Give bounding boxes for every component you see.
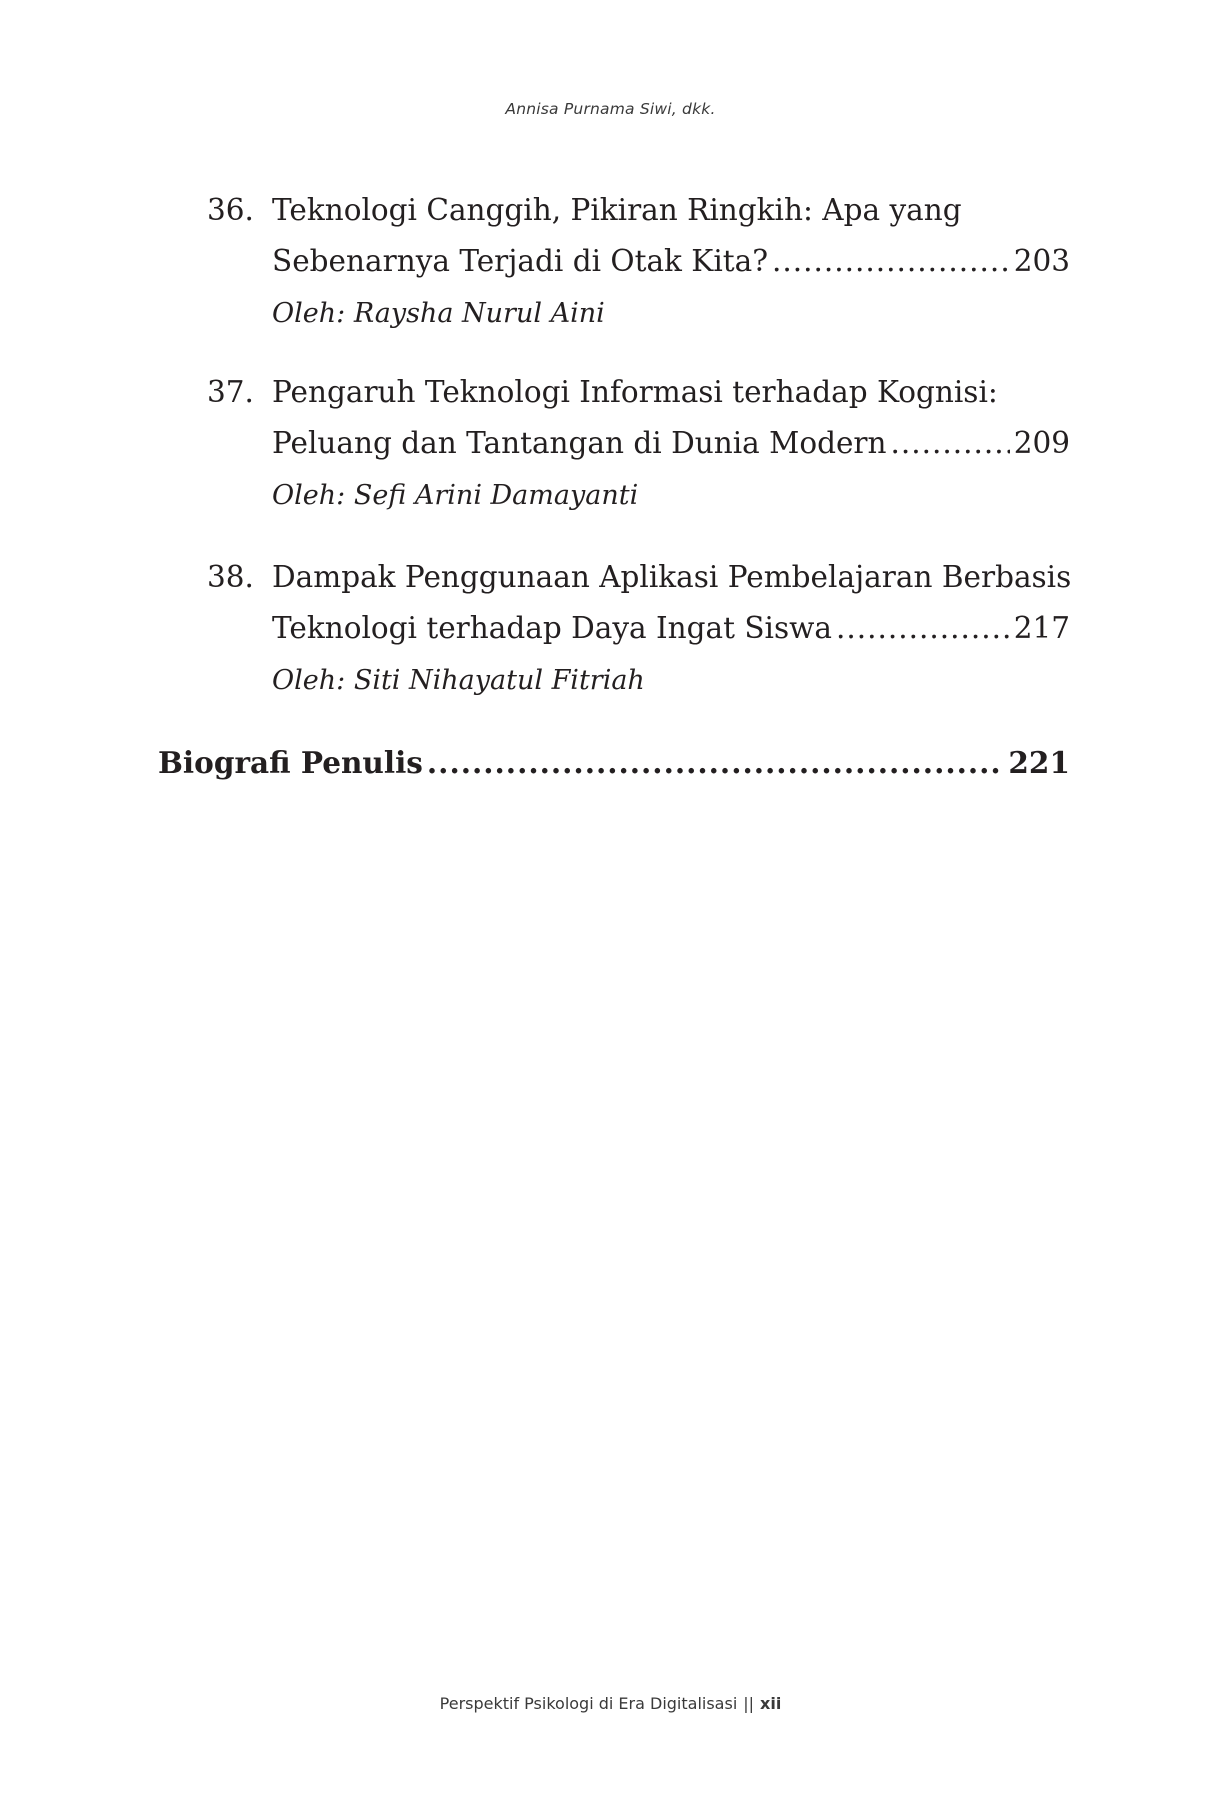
toc-entry-page: 209 [1013, 426, 1070, 460]
toc-entry-title-line-2 [272, 418, 1070, 468]
toc-entry-title-continued: Sebenarnya Terjadi di Otak Kita? [272, 244, 769, 278]
footer-separator: || [743, 1694, 755, 1713]
toc-entry-title-line-2 [272, 603, 1070, 653]
dot-leader [836, 603, 1010, 653]
toc-biografi-page: 221 [1008, 745, 1070, 780]
toc-entry-author: Oleh: Sefi Arini Damayanti [272, 480, 639, 511]
toc-entry-biografi[interactable] [158, 738, 1070, 788]
book-title: Perspektif Psikologi di Era Digitalisasi [439, 1694, 738, 1713]
toc-entry-title-line-2 [272, 236, 1070, 286]
toc-entry-number: 37. [207, 375, 254, 409]
running-head: Annisa Purnama Siwi, dkk. [505, 100, 716, 118]
dot-leader [891, 418, 1010, 468]
toc-entry-page: 203 [1013, 244, 1070, 278]
toc-entry-title-continued: Peluang dan Tantangan di Dunia Modern [272, 426, 887, 460]
toc-entry-title-line-1: Teknologi Canggih, Pikiran Ringkih: Apa yang [272, 193, 962, 227]
toc-entry-number: 36. [207, 193, 254, 227]
toc-entry-title-line-1: Pengaruh Teknologi Informasi terhadap Kognisi: [272, 375, 998, 409]
toc-biografi-label: Biografi Penulis [158, 745, 423, 780]
toc-entry-title-line-1: Dampak Penggunaan Aplikasi Pembelajaran Berbasis [272, 560, 1072, 594]
toc-entry-author: Oleh: Siti Nihayatul Fitriah [272, 665, 645, 696]
toc-entry-number: 38. [207, 560, 254, 594]
toc-entry-author: Oleh: Raysha Nurul Aini [272, 298, 605, 329]
toc-entry-page: 217 [1013, 611, 1070, 645]
dot-leader [772, 236, 1010, 286]
page-number: xii [760, 1694, 782, 1713]
page-footer [0, 1694, 1221, 1713]
toc-entry-title-continued: Teknologi terhadap Daya Ingat Siswa [272, 611, 832, 645]
dot-leader [427, 738, 1005, 788]
